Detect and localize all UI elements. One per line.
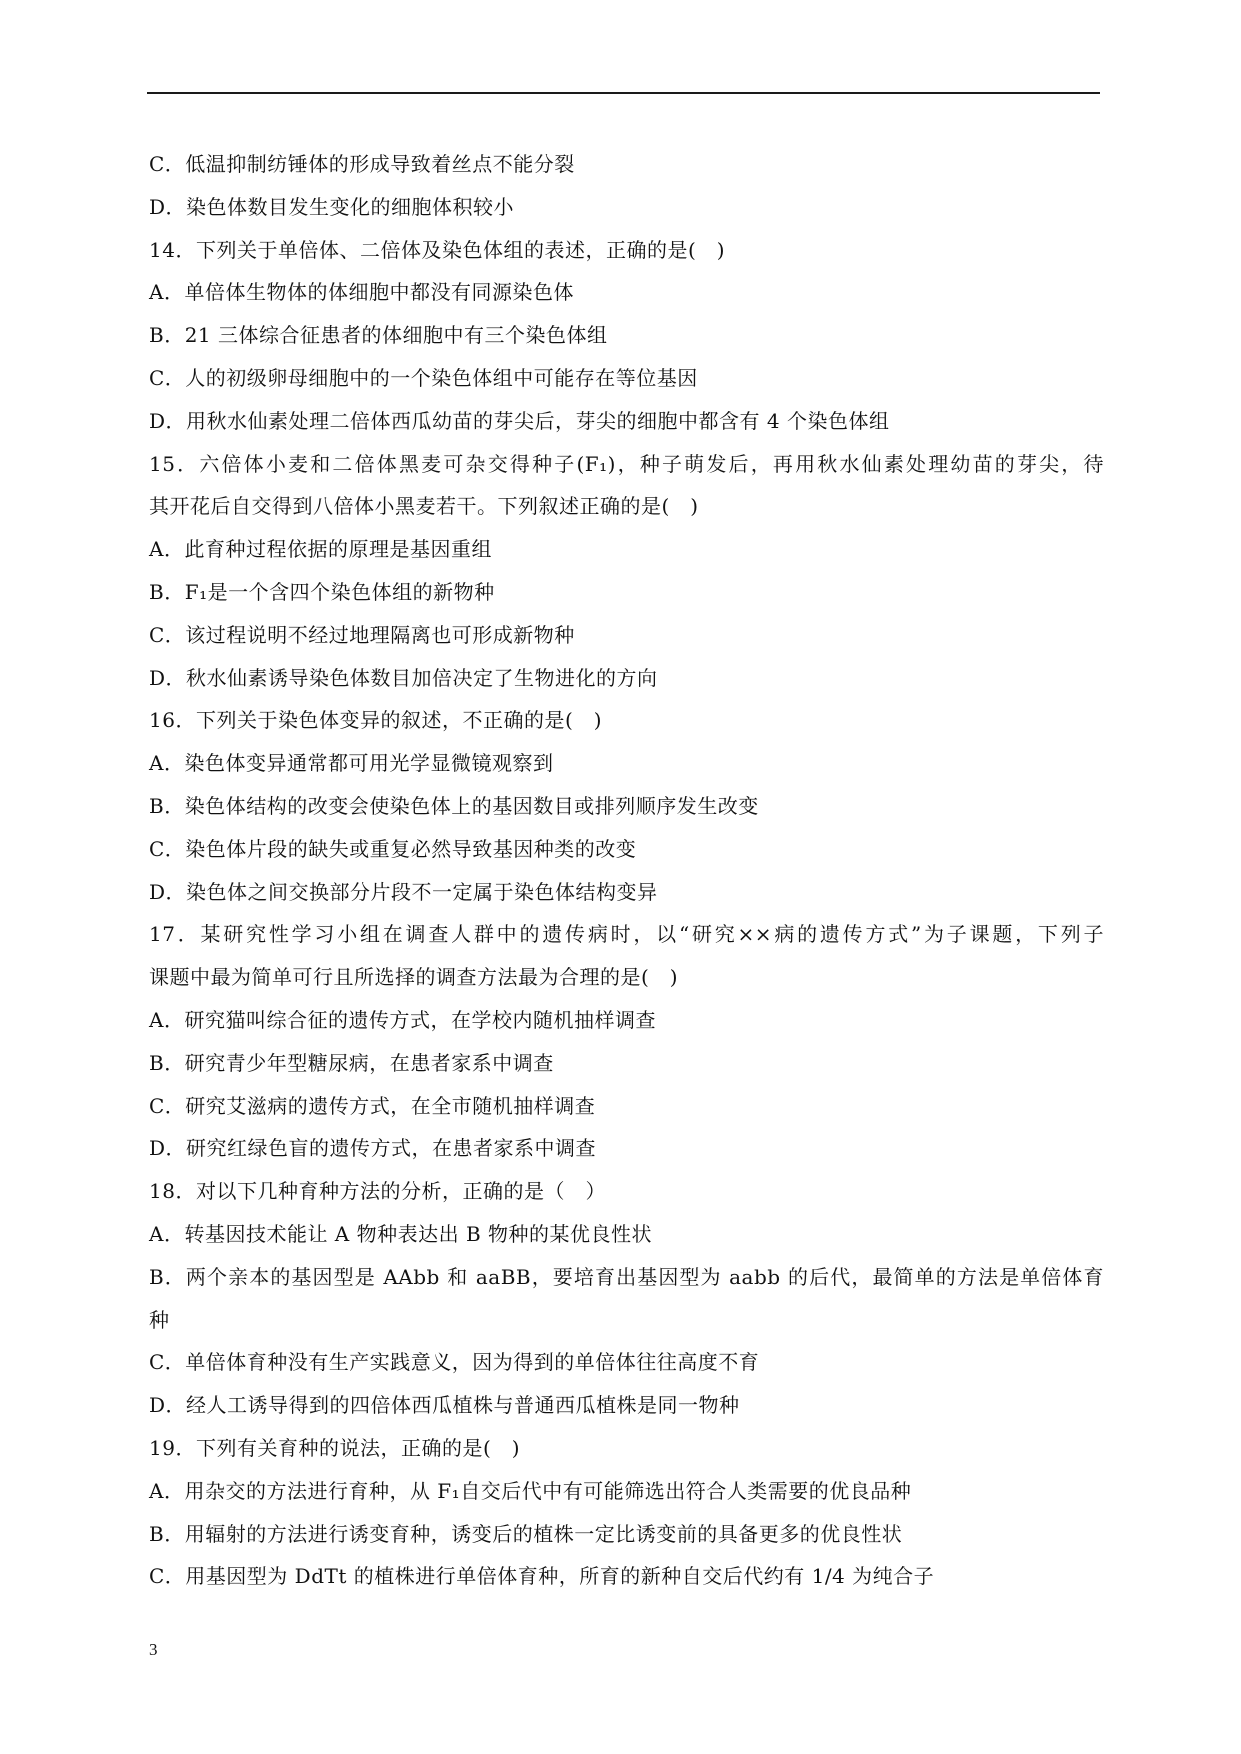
document-body (149, 143, 1104, 1598)
option-line: A．此育种过程依据的原理是基因重组 (149, 537, 492, 562)
option-line: A．用杂交的方法进行育种，从 F₁自交后代中有可能筛选出符合人类需要的优良品种 (149, 1478, 912, 1503)
option-line: C．染色体片段的缺失或重复必然导致基因种类的改变 (149, 836, 637, 861)
question-line: 16．下列关于染色体变异的叙述，不正确的是( ) (149, 708, 603, 733)
option-line: D．染色体之间交换部分片段不一定属于染色体结构变异 (149, 879, 658, 904)
option-line: C．低温抑制纺锤体的形成导致着丝点不能分裂 (149, 152, 575, 176)
question-line: 其开花后自交得到八倍体小黑麦若干。下列叙述正确的是( ) (149, 494, 699, 519)
option-line: D．研究红绿色盲的遗传方式，在患者家系中调查 (149, 1136, 597, 1161)
option-line: C．研究艾滋病的遗传方式，在全市随机抽样调查 (149, 1093, 596, 1118)
option-line: A．研究猫叫综合征的遗传方式，在学校内随机抽样调查 (149, 1007, 656, 1032)
option-line: C．单倍体育种没有生产实践意义，因为得到的单倍体往往高度不育 (149, 1350, 760, 1375)
option-line: C．该过程说明不经过地理隔离也可形成新物种 (149, 622, 575, 647)
option-line: B．染色体结构的改变会使染色体上的基因数目或排列顺序发生改变 (149, 793, 759, 818)
option-line: C．人的初级卵母细胞中的一个染色体组中可能存在等位基因 (149, 365, 698, 390)
option-line: A．单倍体生物体的体细胞中都没有同源染色体 (149, 280, 574, 305)
option-line: B．用辐射的方法进行诱变育种，诱变后的植株一定比诱变前的具备更多的优良性状 (149, 1521, 903, 1546)
option-line: C．用基因型为 DdTt 的植株进行单倍体育种，所育的新种自交后代约有 1/4 为纯合子 (149, 1564, 935, 1589)
option-line: D．染色体数目发生变化的细胞体积较小 (149, 194, 515, 219)
question-line: 18．对以下几种育种方法的分析，正确的是（ ） (149, 1179, 606, 1204)
option-line: D．经人工诱导得到的四倍体西瓜植株与普通西瓜植株是同一物种 (149, 1393, 740, 1418)
option-line-continuation: 种 (149, 1307, 170, 1332)
page-number: 3 (149, 1640, 158, 1659)
option-line: B．两个亲本的基因型是 AAbb 和 aaBB，要培育出基因型为 aabb 的后代，最简单的方法是单倍体育 (149, 1264, 1104, 1289)
option-line: A．转基因技术能让 A 物种表达出 B 物种的某优良性状 (149, 1221, 653, 1246)
question-line: 17．某研究性学习小组在调查人群中的遗传病时，以“研究××病的遗传方式”为子课题，下列子 (149, 922, 1104, 947)
option-line: B．F₁是一个含四个染色体组的新物种 (149, 579, 495, 604)
question-line: 课题中最为简单可行且所选择的调查方法最为合理的是( ) (149, 965, 679, 990)
option-line: A．染色体变异通常都可用光学显微镜观察到 (149, 751, 554, 776)
option-line: D．秋水仙素诱导染色体数目加倍决定了生物进化的方向 (149, 665, 658, 690)
option-line: D．用秋水仙素处理二倍体西瓜幼苗的芽尖后，芽尖的细胞中都含有 4 个染色体组 (149, 408, 890, 433)
question-line: 14．下列关于单倍体、二倍体及染色体组的表述，正确的是( ) (149, 237, 726, 262)
option-line: B．21 三体综合征患者的体细胞中有三个染色体组 (149, 323, 608, 348)
question-line: 15．六倍体小麦和二倍体黑麦可杂交得种子(F₁)，种子萌发后，再用秋水仙素处理幼苗的芽尖，待 (149, 451, 1104, 476)
question-line: 19．下列有关育种的说法，正确的是( ) (149, 1435, 521, 1460)
header-rule (147, 92, 1100, 94)
option-line: B．研究青少年型糖尿病，在患者家系中调查 (149, 1050, 554, 1075)
